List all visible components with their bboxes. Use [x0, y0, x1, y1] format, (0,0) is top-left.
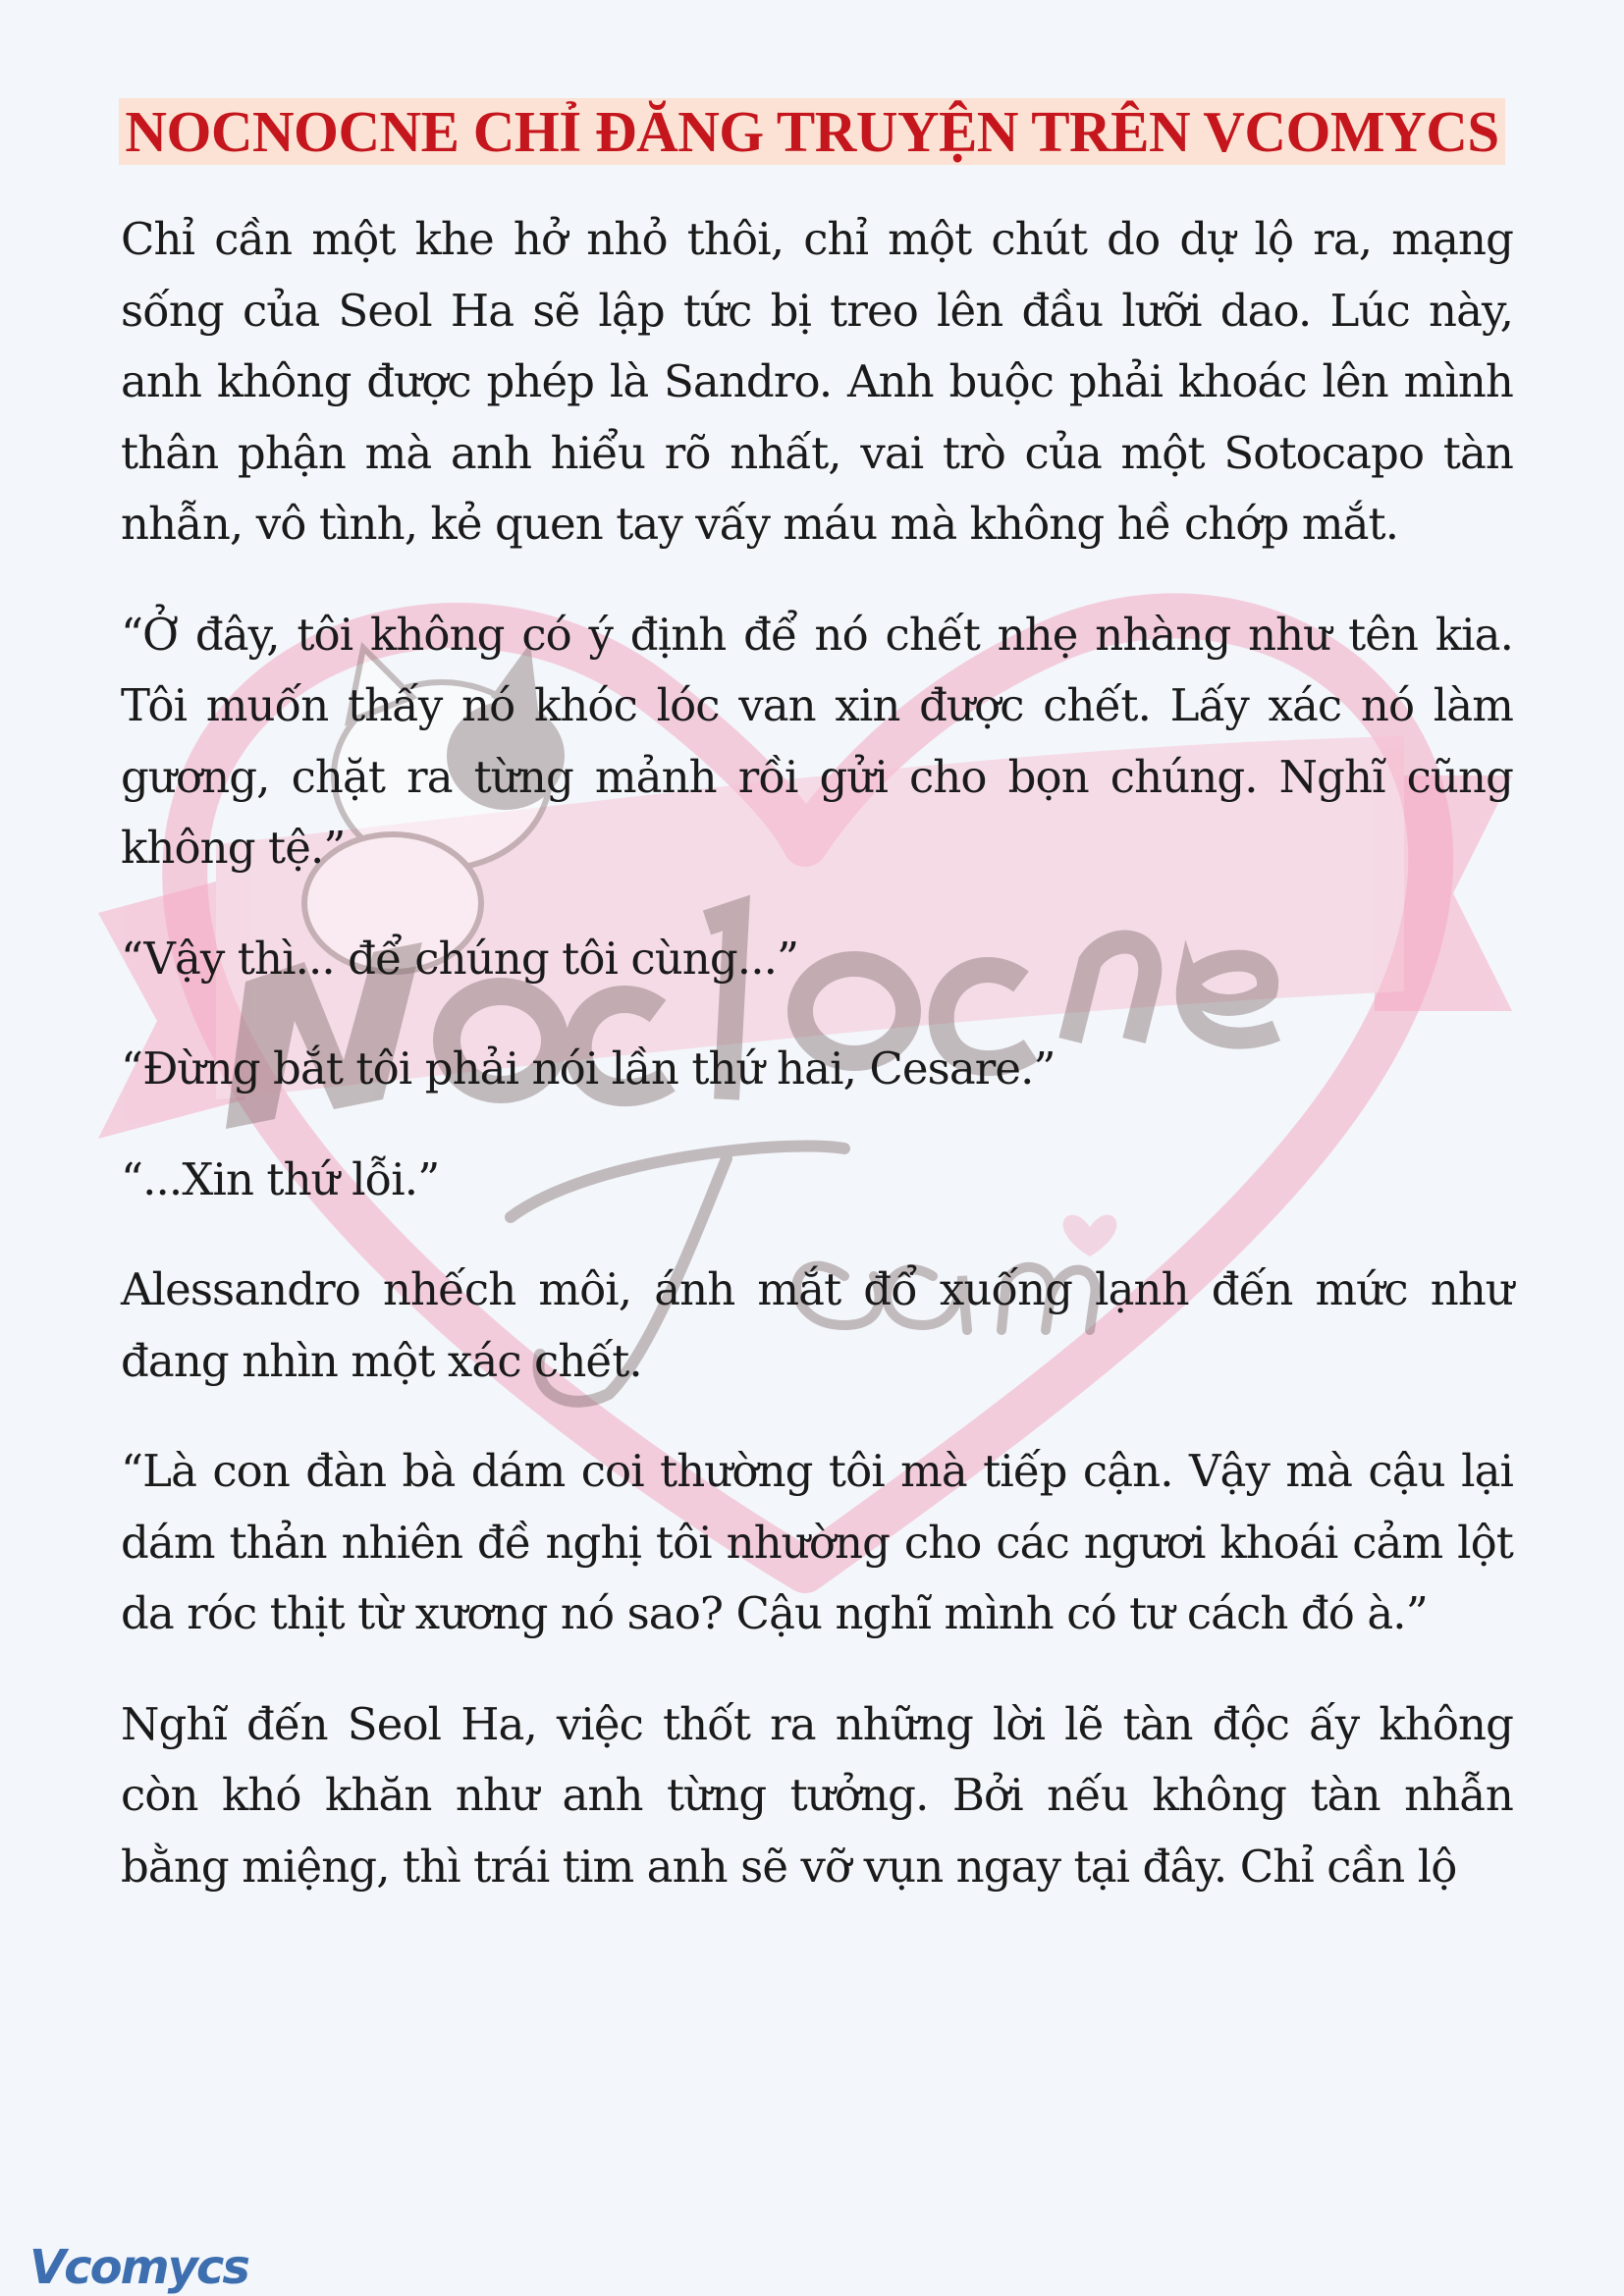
publisher-notice-banner: NOCNOCNE CHỈ ĐĂNG TRUYỆN TRÊN VCOMYCS [119, 98, 1504, 165]
story-body [121, 204, 1513, 1942]
paragraph: Chỉ cần một khe hở nhỏ thôi, chỉ một chút do dự lộ ra, mạng sống của Seol Ha sẽ lập tức bị treo lên đầu lưỡi dao. Lúc này, anh không được phép là Sandro. Anh buộc phải khoác lên mình thân phận mà anh hiểu rõ nhất, vai trò của một Sotocapo tàn nhẫn, vô tình, kẻ quen tay vấy máu mà không hề chớp mắt. [121, 213, 1513, 550]
paragraph: “Đừng bắt tôi phải nói lần thứ hai, Cesare.” [121, 1042, 1056, 1095]
paragraph: Alessandro nhếch môi, ánh mắt đổ xuống lạnh đến mức như đang nhìn một xác chết. [121, 1263, 1513, 1387]
header [0, 98, 1624, 165]
paragraph: Nghĩ đến Seol Ha, việc thốt ra những lời lẽ tàn độc ấy không còn khó khăn như anh từng tưởng. Bởi nếu không tàn nhẫn bằng miệng, thì trái tim anh sẽ vỡ vụn ngay tại đây. Chỉ cần lộ [121, 1697, 1513, 1893]
paragraph: “Ở đây, tôi không có ý định để nó chết nhẹ nhàng như tên kia. Tôi muốn thấy nó khóc lóc van xin được chết. Lấy xác nó làm gương, chặt ra từng mảnh rồi gửi cho bọn chúng. Nghĩ cũng không tệ.” [121, 608, 1513, 874]
paragraph: “...Xin thứ lỗi.” [121, 1152, 440, 1205]
vcomycs-logo: Vcomycs [29, 2240, 248, 2295]
paragraph: “Vậy thì... để chúng tôi cùng...” [121, 932, 799, 985]
paragraph: “Là con đàn bà dám coi thường tôi mà tiếp cận. Vậy mà cậu lại dám thản nhiên đề nghị tôi nhường cho các ngươi khoái cảm lột da róc thịt từ xương nó sao? Cậu nghĩ mình có tư cách đó à.” [121, 1445, 1513, 1639]
